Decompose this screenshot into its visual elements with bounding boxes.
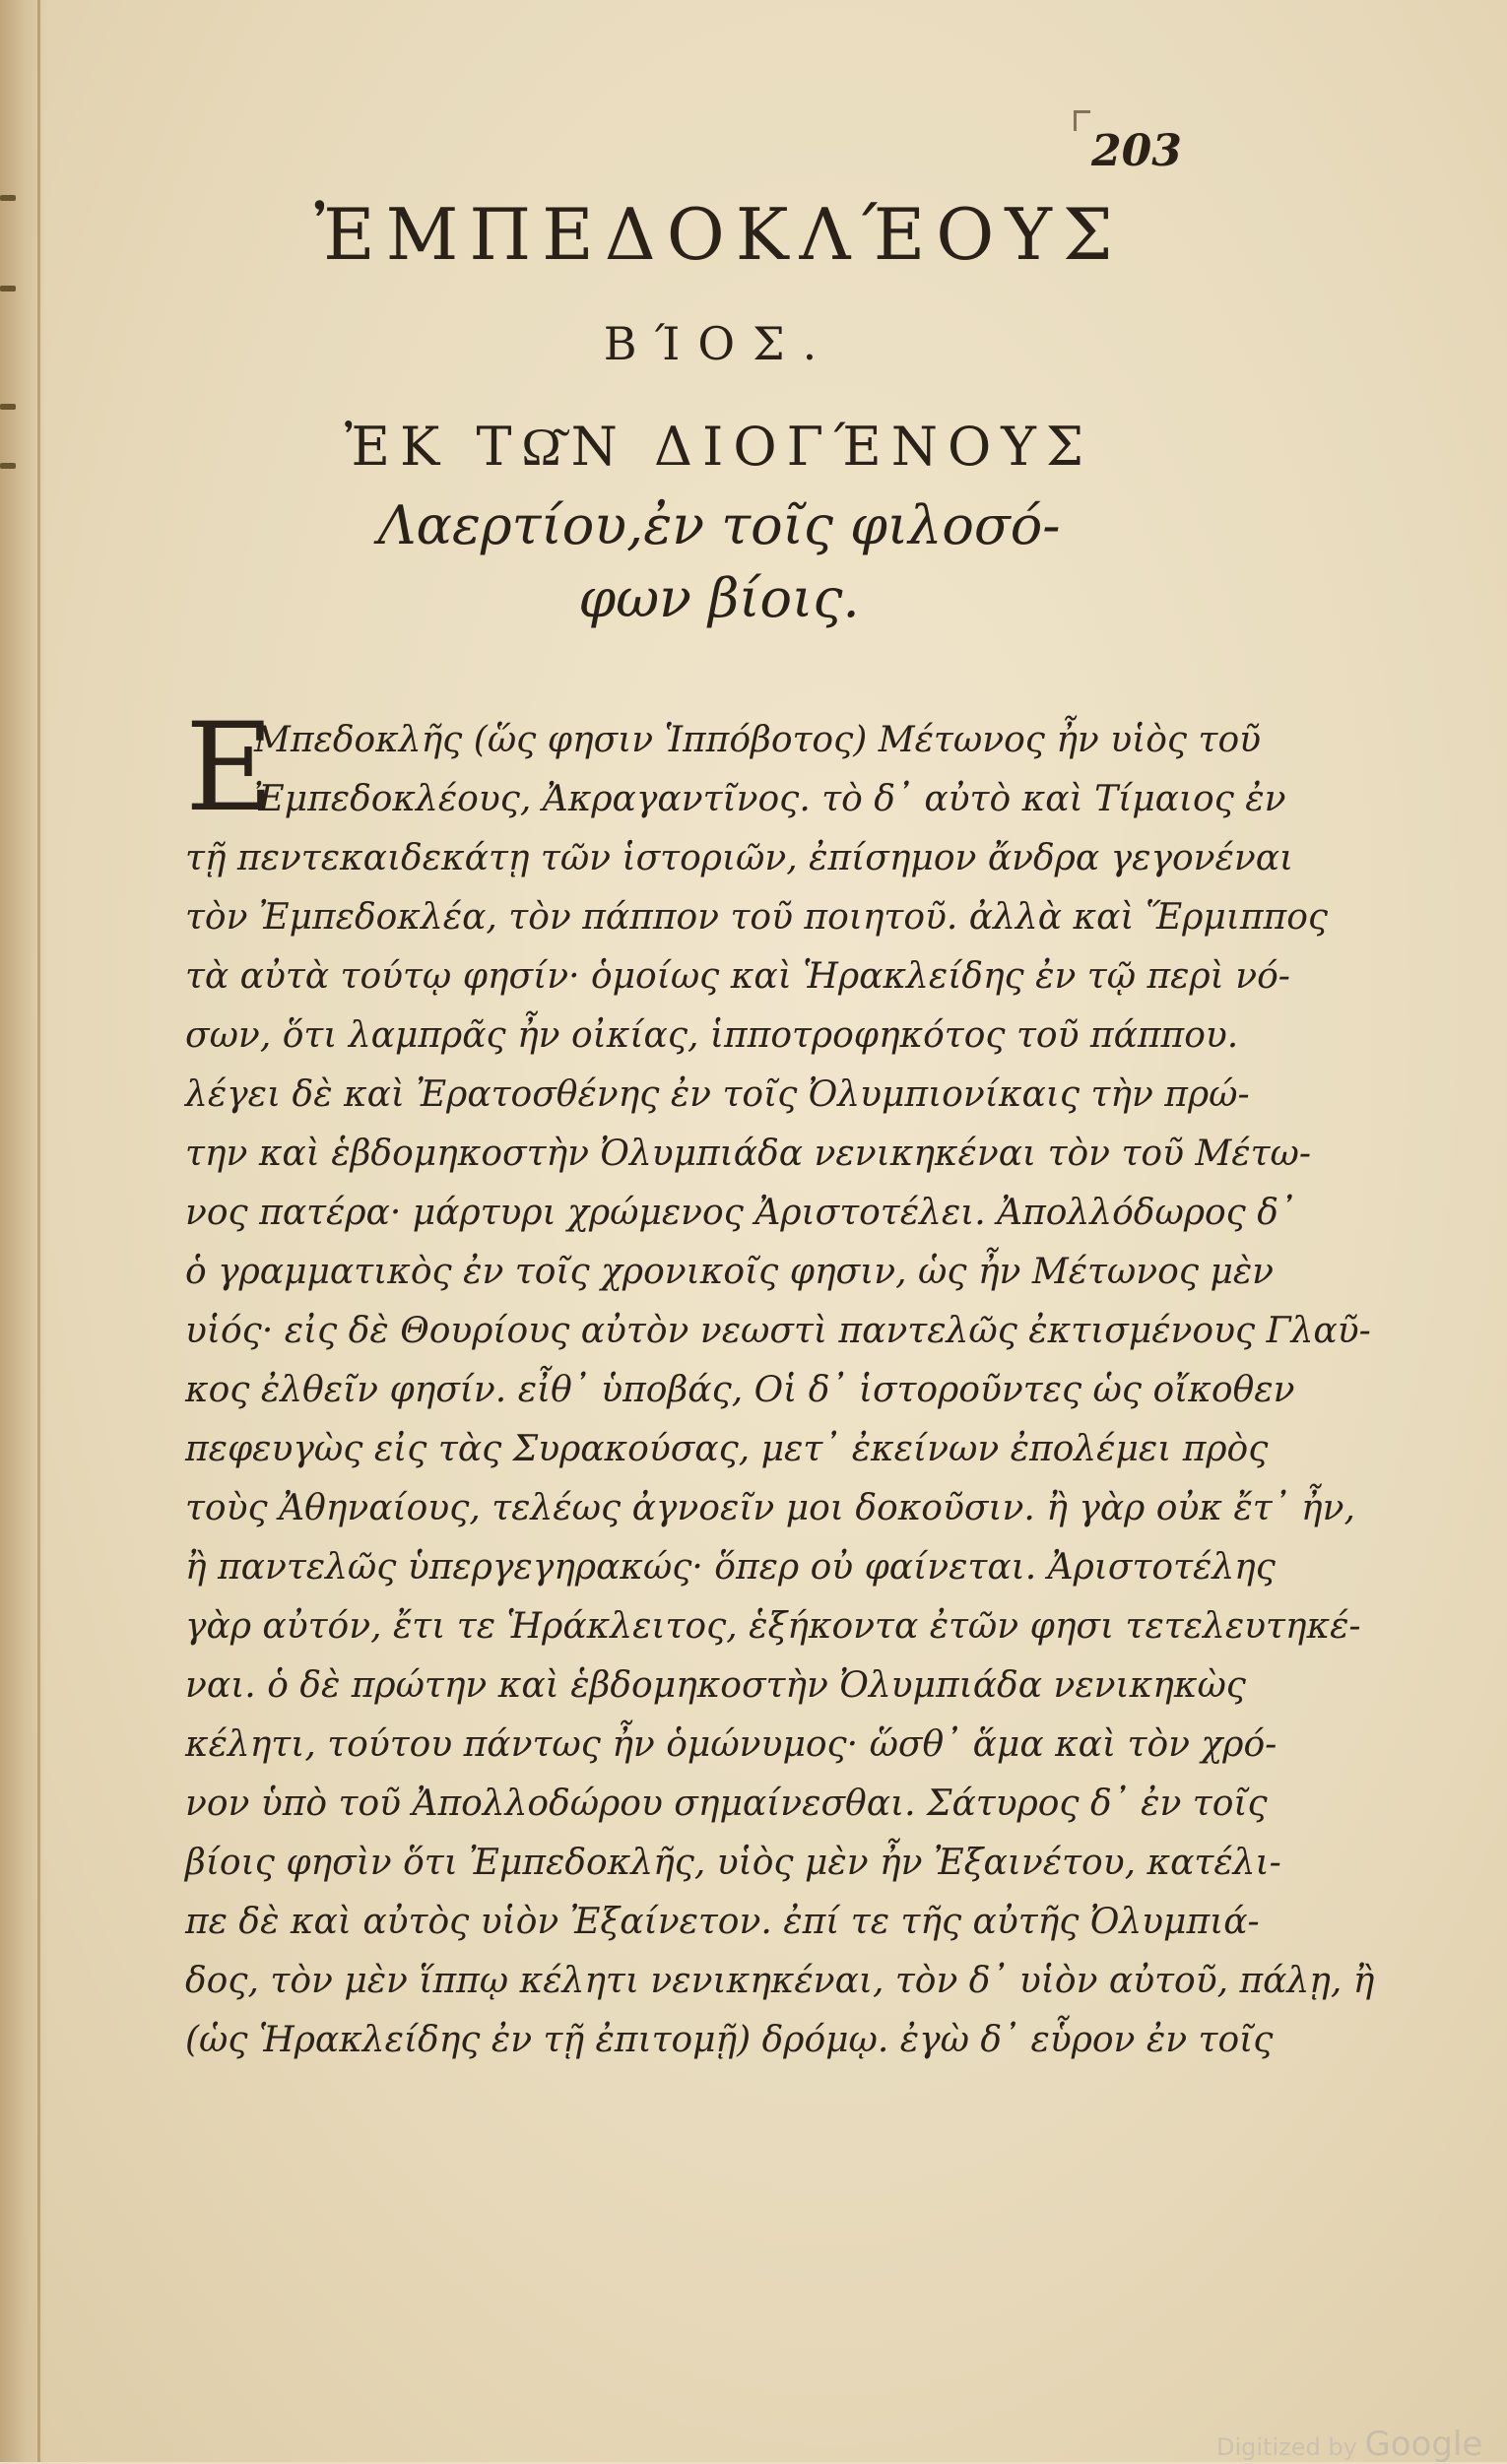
text-line: ναι. ὁ δὲ πρώτην καὶ ἑβδομηκοστὴν Ὀλυμπιάδα νενικηκὼς	[185, 1665, 1246, 1706]
page-number: 203	[1091, 126, 1182, 176]
source-heading: ἘΚ ΤΩ͂Ν ΔΙΟΓΈΝΟΥΣ	[344, 416, 1094, 478]
text-line: υἱός· εἰς δὲ Θουρίους αὐτὸν νεωστὶ παντελῶς ἐκτισμένους Γλαῦ-	[185, 1311, 1371, 1351]
text-line: νον ὑπὸ τοῦ Ἀπολλοδώρου σημαίνεσθαι. Σάτυρος δ᾽ ἐν τοῖς	[185, 1783, 1268, 1824]
text-line: ἢ παντελῶς ὑπεργεγηρακώς· ὅπερ οὐ φαίνεται. Ἀριστοτέλης	[185, 1547, 1276, 1588]
binding-crease	[37, 0, 40, 2462]
margin-mark	[0, 463, 16, 469]
text-line: τὸν Ἐμπεδοκλέα, τὸν πάππον τοῦ ποιητοῦ. ἀλλὰ καὶ Ἕρμιππος	[185, 897, 1329, 938]
text-line: κος ἐλθεῖν φησίν. εἶθ᾽ ὑποβάς, Οἱ δ᾽ ἱστοροῦντες ὡς οἴκοθεν	[185, 1370, 1295, 1410]
text-line: τῇ πεντεκαιδεκάτῃ τῶν ἱστοριῶν, ἐπίσημον ἄνδρα γεγονέναι	[185, 838, 1294, 878]
watermark-prefix: Digitized by	[1216, 2433, 1357, 2461]
text-line: νος πατέρα· μάρτυρι χρώμενος Ἀριστοτέλει. Ἀπολλόδωρος δ᾽	[185, 1193, 1296, 1233]
source-line: φων βίοις.	[578, 567, 860, 629]
text-line: τοὺς Ἀθηναίους, τελέως ἀγνοεῖν μοι δοκοῦσιν. ἢ γὰρ οὐκ ἔτ᾽ ἦν,	[185, 1488, 1355, 1528]
drop-cap: E	[185, 697, 275, 839]
text-line: Μπεδοκλῆς (ὥς φησιν Ἱππόβοτος) Μέτωνος ἦν υἱὸς τοῦ	[254, 720, 1262, 760]
text-line: Ἐμπεδοκλέους, Ἀκραγαντῖνος. τὸ δ᾽ αὐτὸ καὶ Τίμαιος ἐν	[254, 779, 1286, 819]
text-line: βίοις φησὶν ὅτι Ἐμπεδοκλῆς, υἱὸς μὲν ἦν Ἐξαινέτου, κατέλι-	[185, 1843, 1281, 1883]
margin-mark	[0, 404, 16, 410]
text-line: τὰ αὐτὰ τούτῳ φησίν· ὁμοίως καὶ Ἡρακλείδης ἐν τῷ περὶ νό-	[185, 956, 1290, 997]
text-line: (ὡς Ἡρακλείδης ἐν τῇ ἐπιτομῇ) δρόμῳ. ἐγὼ δ᾽ εὗρον ἐν τοῖς	[185, 2020, 1274, 2060]
source-line: Λαερτίου,ἐν τοῖς φιλοσό-	[377, 494, 1061, 556]
text-line: ὁ γραμματικὸς ἐν τοῖς χρονικοῖς φησιν, ὡς ἦν Μέτωνος μὲν	[185, 1252, 1275, 1292]
page-title: ἘΜΠΕΔΟΚΛΈΟΥΣ	[314, 193, 1124, 276]
text-line: κέλητι, τούτου πάντως ἦν ὁμώνυμος· ὥσθ᾽ ἅμα καὶ τὸν χρό-	[185, 1724, 1278, 1765]
digitization-watermark	[1216, 2425, 1482, 2464]
text-line: σων, ὅτι λαμπρᾶς ἦν οἰκίας, ἱπποτροφηκότος τοῦ πάππου.	[185, 1015, 1239, 1056]
body-text	[185, 711, 1375, 2070]
text-line: λέγει δὲ καὶ Ἐρατοσθένης ἐν τοῖς Ὀλυμπιονίκαις τὴν πρώ-	[185, 1074, 1250, 1115]
watermark-brand: Google	[1364, 2425, 1483, 2464]
margin-mark	[0, 195, 16, 201]
text-line: γὰρ αὐτόν, ἔτι τε Ἡράκλειτος, ἑξήκοντα ἐτῶν φησι τετελευτηκέ-	[185, 1606, 1361, 1647]
text-line: δος, τὸν μὲν ἵππῳ κέλητι νενικηκέναι, τὸν δ᾽ υἱὸν αὐτοῦ, πάλῃ, ἢ	[185, 1961, 1375, 2001]
text-line: πε δὲ καὶ αὐτὸς υἱὸν Ἐξαίνετον. ἐπί τε τῆς αὐτῆς Ὀλυμπιά-	[185, 1902, 1260, 1942]
text-line: την καὶ ἑβδομηκοστὴν Ὀλυμπιάδα νενικηκέναι τὸν τοῦ Μέτω-	[185, 1134, 1312, 1174]
bracket-mark	[1074, 110, 1090, 131]
page-subtitle: ΒΊΟΣ.	[603, 317, 835, 370]
margin-mark	[0, 286, 16, 292]
text-line: πεφευγὼς εἰς τὰς Συρακούσας, μετ᾽ ἐκείνων ἐπολέμει πρὸς	[185, 1429, 1269, 1469]
